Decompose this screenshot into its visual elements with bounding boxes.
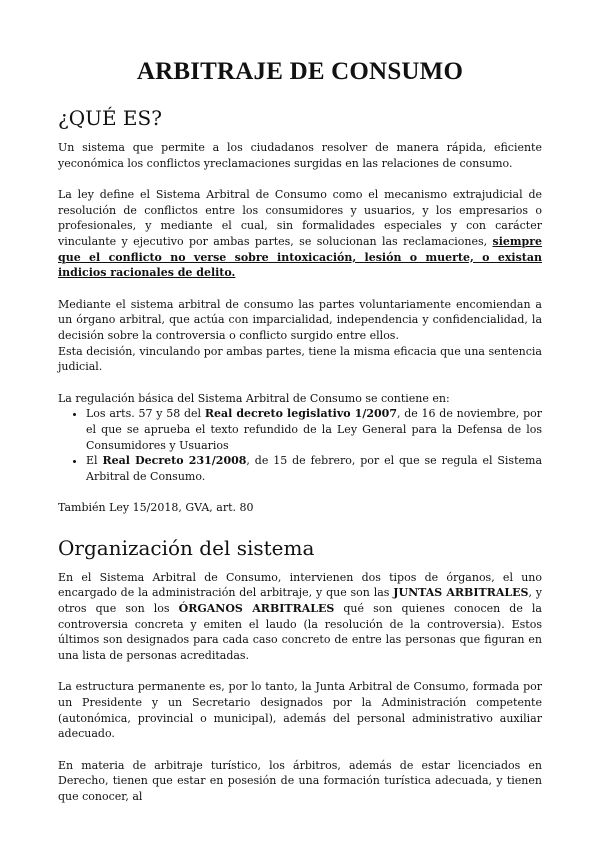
document-title: ARBITRAJE DE CONSUMO [136, 58, 464, 85]
organos-arbitrales: ÓRGANOS ARBITRALES [178, 602, 335, 616]
paragraph-estructura: La estructura permanente es, por lo tanto, la Junta Arbitral de Consumo, formada por un Presidente y un Secretario designados por la Administración competente (autonómica, provincial o municipal), además del personal administrativo auxiliar adecuado. [58, 680, 542, 741]
juntas-arbitrales: JUNTAS ARBITRALES [393, 586, 529, 600]
list-item [86, 406, 542, 453]
paragraph-text: En el Sistema Arbitral de Consumo, intervienen dos tipos de órganos, el uno encargado de la administración del arbitraje, y que son las [58, 570, 542, 600]
list-item-text: , de 15 de febrero, por el que se regula el Sistema Arbitral de Consumo. [86, 454, 542, 483]
regulation-list [58, 406, 542, 484]
list-item-law: Real Decreto 231/2008 [102, 454, 247, 468]
paragraph-efficacy: Esta decisión, vinculando por ambas partes, tiene la misma eficacia que una sentencia judicial. [58, 344, 542, 374]
list-item-text: , de 16 de noviembre, por el que se aprueba el texto refundido de la Ley General para la Defensa de los Consumidores y Usuarios [86, 407, 542, 452]
paragraph-turistico: En materia de arbitraje turístico, los árbitros, además de estar licenciados en Derecho, tienen que estar en posesión de una formación turística adecuada, y tienen que conocer, al [58, 758, 542, 803]
section-heading-que-es: ¿QUÉ ES? [58, 106, 162, 130]
paragraph-text: qué son quienes conocen de la controversia concreta y emiten el laudo (la resolución de la controversia). Estos últimos son designados para cada caso concreto de entre las personas que figuran en una lista de personas acreditadas. [58, 602, 542, 662]
paragraph-organos [58, 570, 542, 664]
paragraph-law-definition [58, 187, 542, 281]
paragraph-law-emphasis: siempre que el conflicto no verse sobre intoxicación, lesión o muerte, o existan indicios racionales de delito. [58, 234, 542, 280]
paragraph-law-text: La ley define el Sistema Arbitral de Consumo como el mecanismo extrajudicial de resolución de conflictos entre los consumidores y usuarios, y los empresarios o profesionales, y mediante el cual, sin formalidades especiales y con carácter vinculante y ejecutivo por ambas partes, se solucionan las reclamaciones, [58, 188, 542, 248]
list-item-text: El [86, 454, 103, 468]
document-page [58, 58, 542, 821]
paragraph-voluntary: Mediante el sistema arbitral de consumo las partes voluntariamente encomiendan a un órgano arbitral, que actúa con imparcialidad, independencia y confidencialidad, la decisión sobre la controversia o conflicto surgido entre ellos. [58, 297, 542, 342]
regulation-intro: La regulación básica del Sistema Arbitral de Consumo se contiene en: [58, 391, 450, 405]
list-item-text: Los arts. 57 y 58 del [86, 407, 205, 421]
paragraph-definition: Un sistema que permite a los ciudadanos resolver de manera rápida, eficiente yeconómica los conflictos yreclamaciones surgidas en las relaciones de consumo. [58, 141, 542, 170]
paragraph-text: , y otros que son los [58, 586, 542, 616]
paragraph-also: También Ley 15/2018, GVA, art. 80 [58, 501, 254, 515]
list-item [86, 453, 542, 484]
section-heading-organizacion: Organización del sistema [58, 535, 315, 560]
list-item-law: Real decreto legislativo 1/2007 [204, 407, 397, 421]
